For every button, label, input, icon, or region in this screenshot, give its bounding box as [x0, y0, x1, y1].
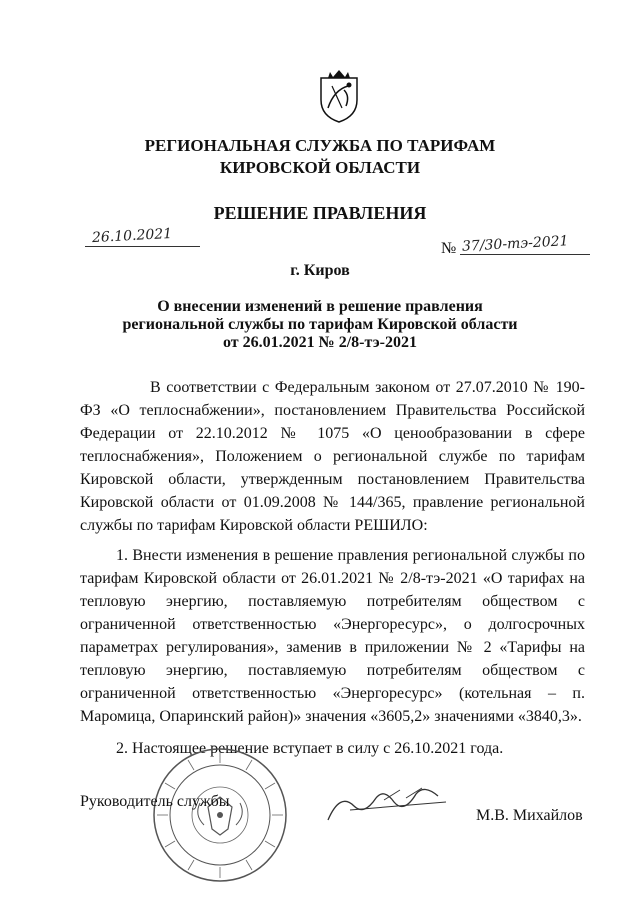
- kirov-region-coat-of-arms-icon: [318, 68, 360, 124]
- document-number: 37/30-тэ-2021: [461, 233, 569, 255]
- decision-item-2: 2. Настоящее решение вступает в силу с 26.10.2021 года.: [116, 740, 504, 757]
- signatory-role: Руководитель службы: [80, 793, 230, 810]
- document-type-title: РЕШЕНИЕ ПРАВЛЕНИЯ: [213, 203, 427, 223]
- city: г. Киров: [290, 262, 350, 279]
- official-round-stamp-icon: [150, 745, 290, 885]
- organization-name-line2: КИРОВСКОЙ ОБЛАСТИ: [219, 158, 421, 177]
- organization-name: [0, 135, 640, 179]
- subject-line2: региональной службы по тарифам Кировской области: [122, 316, 518, 333]
- decision-item-1: 1. Внести изменения в решение правления региональной службы по тарифам Кировской области от 26.01.2021 № 2/8-тэ-2021 «О тарифах на тепловую энергию, поставляемую потребителям обществом с ограниченной ответственностью «Энергоресурс», о долгосрочных параметрах регулирования», заменив в приложении № 2 «Тарифы на тепловую энергию, поставляемую потребителям обществом с ограниченной ответственностью «Энергоресурс» (котельная – п. Маромица, Опаринский район)» значения «3605,2» значениями «3840,3».: [80, 547, 585, 725]
- organization-name-line1: РЕГИОНАЛЬНАЯ СЛУЖБА ПО ТАРИФАМ: [144, 136, 496, 155]
- document-date: 26.10.2021: [91, 225, 173, 247]
- document-subject: [0, 298, 640, 352]
- preamble-paragraph: В соответствии с Федеральным законом от 27.07.2010 № 190-ФЗ «О теплоснабжении», постановлением Правительства Российской Федерации от 22.10.2012 № 1075 «О ценообразовании в сфере теплоснабжения», Положением о региональной службе по тарифам Кировской области, утвержденным постановлением Правительства Кировской области от 01.09.2008 № 144/365, правление региональной службы по тарифам Кировской области РЕШИЛО:: [80, 379, 585, 534]
- subject-line1: О внесении изменений в решение правления: [157, 298, 483, 315]
- handwritten-signature-icon: [320, 780, 460, 830]
- number-label: №: [441, 240, 457, 257]
- subject-line3: от 26.01.2021 № 2/8-тэ-2021: [223, 334, 417, 351]
- signatory-name: М.В. Михайлов: [476, 807, 583, 824]
